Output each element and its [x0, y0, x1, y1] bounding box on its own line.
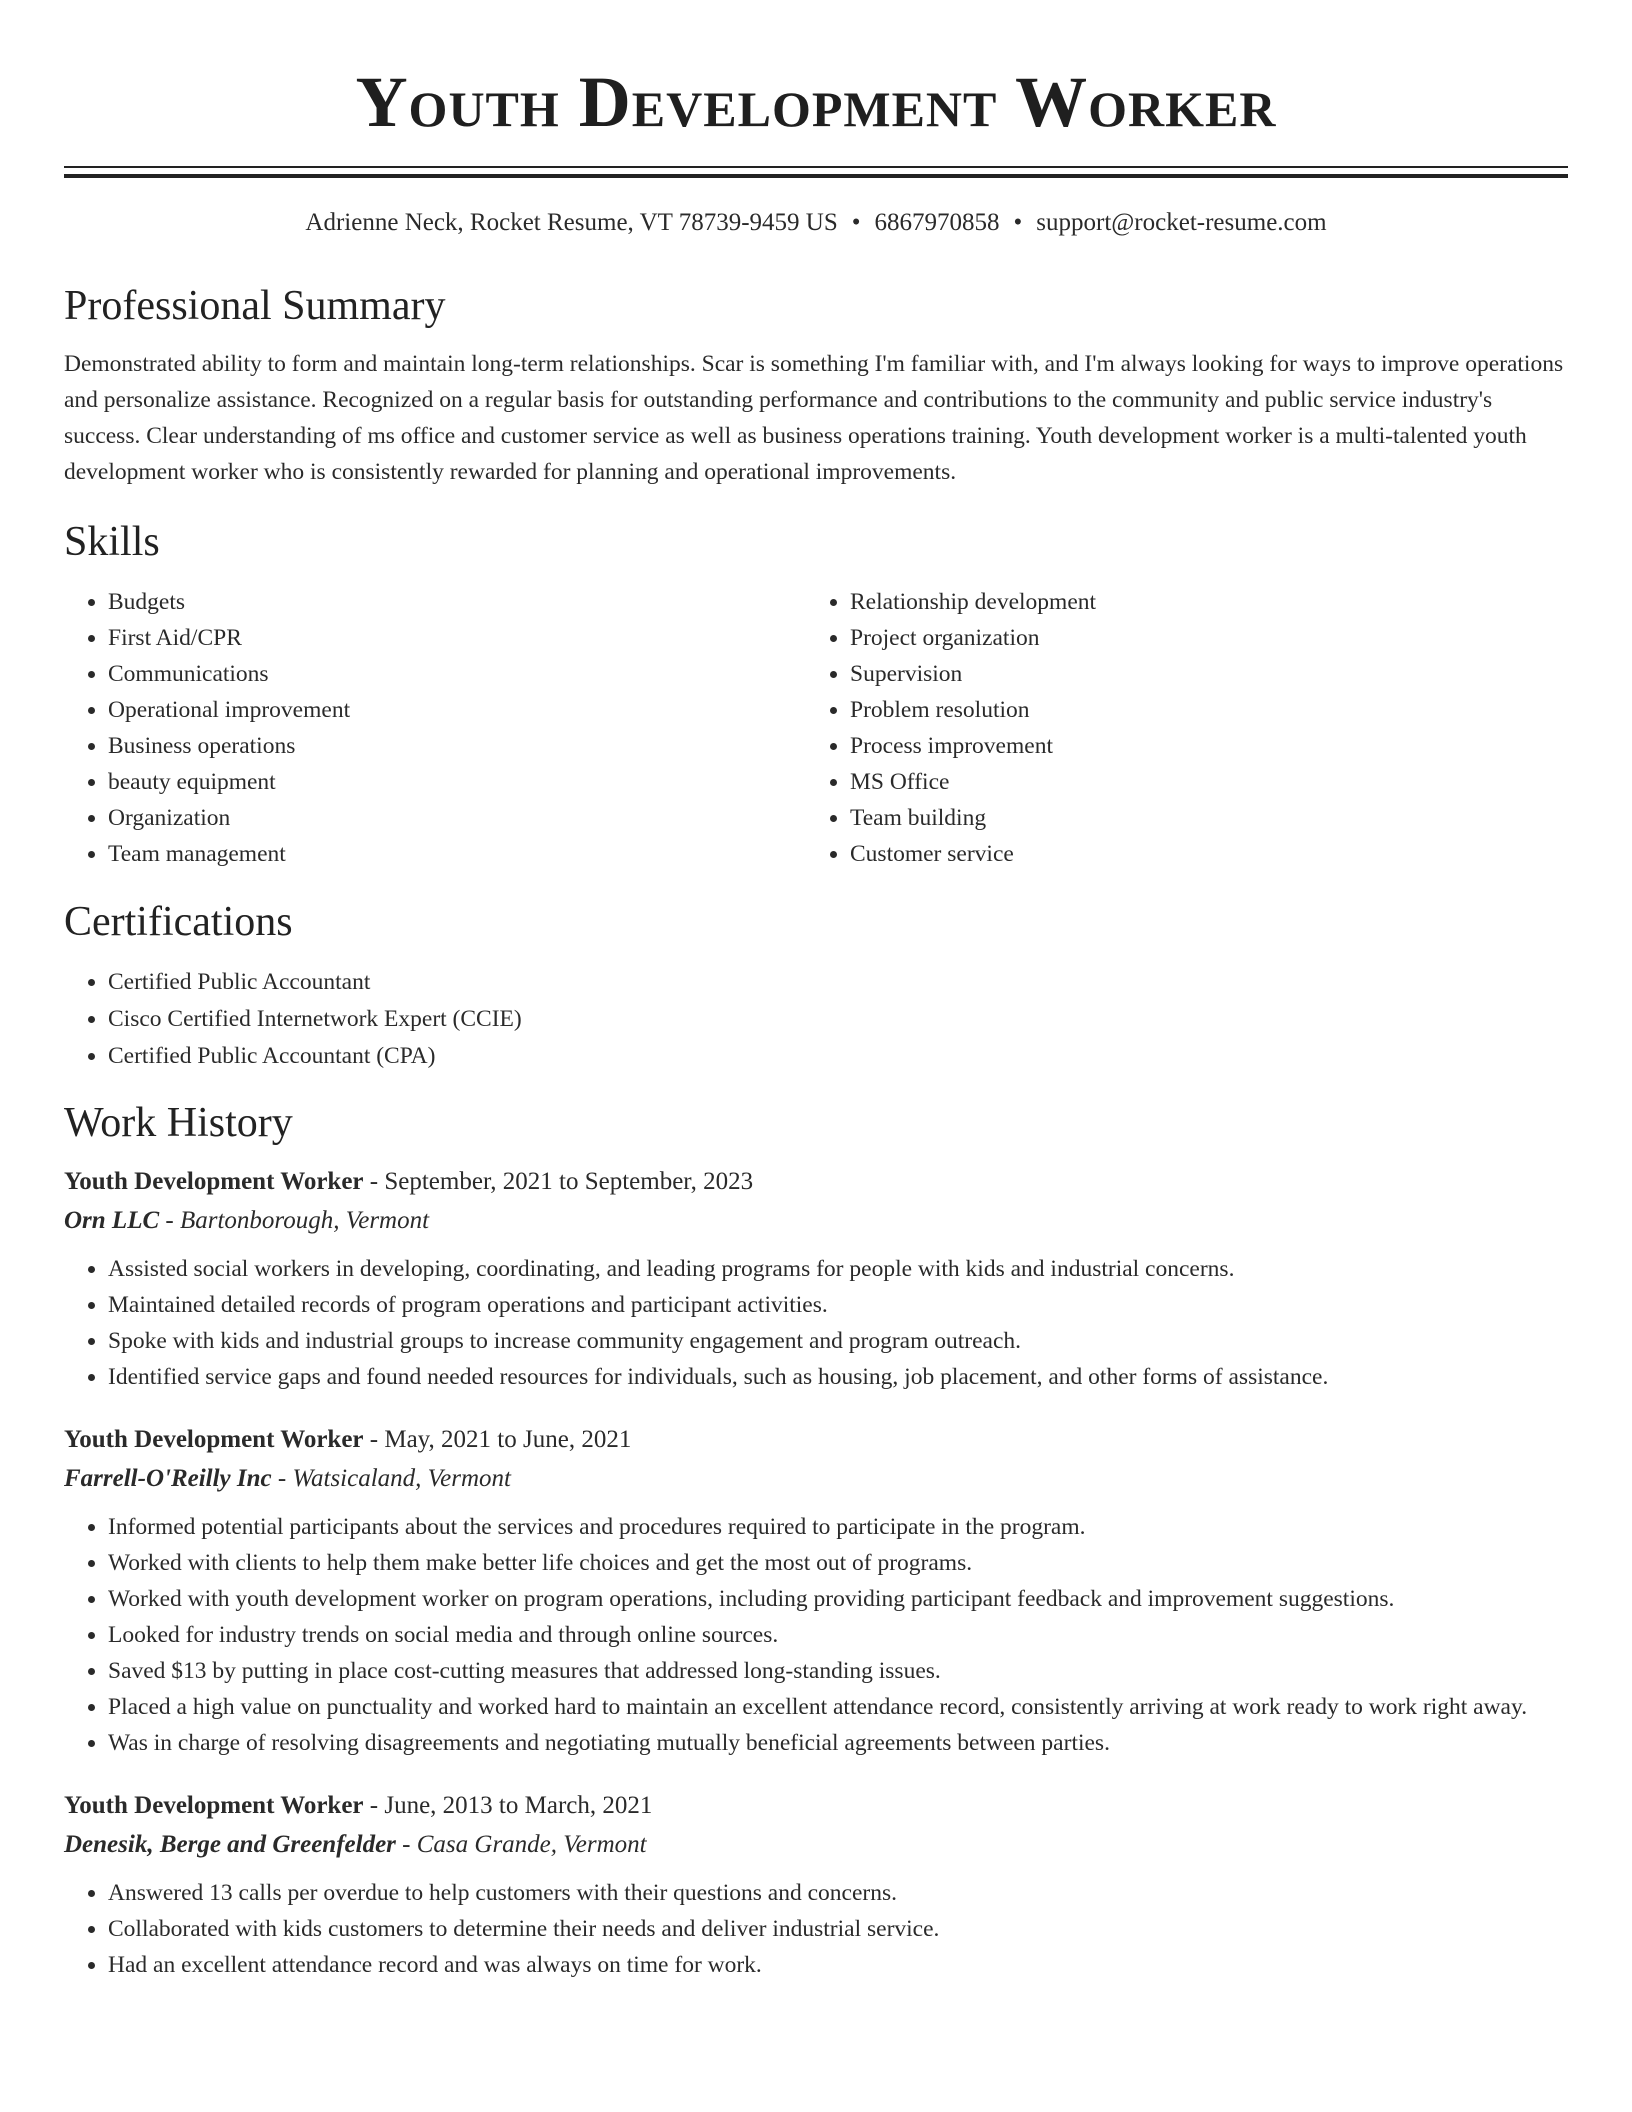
- skill-item: • Organization: [108, 800, 806, 836]
- skill-item: • Process improvement: [850, 728, 1548, 764]
- certification-item: • Cisco Certified Internetwork Expert (CCIE): [108, 1001, 1568, 1038]
- summary-section: [64, 280, 1568, 490]
- contact-separator: •: [851, 209, 861, 236]
- skill-item: • Problem resolution: [850, 692, 1548, 728]
- contact-email: support@rocket-resume.com: [1036, 209, 1327, 236]
- job-bullets: [64, 1875, 1568, 1983]
- job-bullet: • Saved $13 by putting in place cost-cutting measures that addressed long-standing issues.: [108, 1653, 1568, 1689]
- job-bullet: • Was in charge of resolving disagreements and negotiating mutually beneficial agreements between parties.: [108, 1725, 1568, 1761]
- skill-item: • Project organization: [850, 620, 1548, 656]
- job-company-line: [64, 1825, 1568, 1865]
- skill-item: • Team management: [108, 836, 806, 872]
- contact-phone: 6867970858: [874, 209, 1000, 236]
- skill-item: • Budgets: [108, 584, 806, 620]
- summary-heading: Professional Summary: [64, 283, 446, 329]
- job-entry: [64, 1421, 1568, 1761]
- certifications-heading: Certifications: [64, 899, 293, 945]
- skill-item: • Supervision: [850, 656, 1548, 692]
- job-bullet: • Worked with youth development worker on program operations, including providing participant feedback and improvement suggestions.: [108, 1581, 1568, 1617]
- job-location: - Casa Grande, Vermont: [395, 1831, 647, 1858]
- job-title-line: [64, 1163, 1568, 1201]
- skill-item: • Team building: [850, 800, 1548, 836]
- certifications-list: [64, 964, 1568, 1075]
- skill-item: • Business operations: [108, 728, 806, 764]
- job-company-line: [64, 1201, 1568, 1241]
- job-bullet: • Worked with clients to help them make better life choices and get the most out of programs.: [108, 1545, 1568, 1581]
- job-bullet: • Identified service gaps and found needed resources for individuals, such as housing, job placement, and other forms of assistance.: [108, 1359, 1568, 1395]
- job-location: - Bartonborough, Vermont: [159, 1207, 430, 1234]
- skill-item: • Relationship development: [850, 584, 1548, 620]
- job-bullet: • Placed a high value on punctuality and worked hard to maintain an excellent attendance record, consistently arriving at work ready to work right away.: [108, 1689, 1568, 1725]
- job-title-line: [64, 1421, 1568, 1459]
- summary-text: Demonstrated ability to form and maintain long-term relationships. Scar is something I'm familiar with, and I'm always looking for ways to improve operations and personalize assistance. Recognized on a regular basis for outstanding performance and contributions to the community and public service industry's success. Clear understanding of ms office and customer service as well as business operations training. Youth development worker is a multi-talented youth development worker who is consistently rewarded for planning and operational improvements.: [64, 351, 1564, 485]
- work-history-heading: Work History: [64, 1100, 293, 1146]
- job-entry: [64, 1787, 1568, 1983]
- job-role: Youth Development Worker: [64, 1792, 364, 1819]
- job-company: Denesik, Berge and Greenfelder: [64, 1831, 396, 1858]
- certifications-section: [64, 896, 1568, 1075]
- job-bullet: • Collaborated with kids customers to determine their needs and deliver industrial service.: [108, 1911, 1568, 1947]
- skills-column-left: [64, 584, 806, 872]
- job-bullet: • Looked for industry trends on social media and through online sources.: [108, 1617, 1568, 1653]
- skills-columns: [64, 584, 1568, 872]
- job-entry: [64, 1163, 1568, 1395]
- job-dates: - September, 2021 to September, 2023: [363, 1168, 754, 1195]
- resume-page: [64, 0, 1568, 1983]
- skill-item: • First Aid/CPR: [108, 620, 806, 656]
- job-bullet: • Informed potential participants about the services and procedures required to participate in the program.: [108, 1509, 1568, 1545]
- job-company: Farrell-O'Reilly Inc: [64, 1465, 272, 1492]
- contact-separator: •: [1013, 209, 1023, 236]
- certification-item: • Certified Public Accountant: [108, 964, 1568, 1001]
- resume-title: Youth Development Worker: [355, 62, 1277, 142]
- skill-item: • Customer service: [850, 836, 1548, 872]
- job-bullets: [64, 1251, 1568, 1395]
- job-bullet: • Spoke with kids and industrial groups to increase community engagement and program outreach.: [108, 1323, 1568, 1359]
- work-history-section: [64, 1097, 1568, 1983]
- job-company-line: [64, 1459, 1568, 1499]
- job-dates: - May, 2021 to June, 2021: [363, 1426, 632, 1453]
- job-bullet: • Answered 13 calls per overdue to help customers with their questions and concerns.: [108, 1875, 1568, 1911]
- skill-item: • Communications: [108, 656, 806, 692]
- skill-item: • Operational improvement: [108, 692, 806, 728]
- title-divider: [64, 166, 1568, 178]
- skills-column-right: [806, 584, 1548, 872]
- job-bullets: [64, 1509, 1568, 1761]
- job-title-line: [64, 1787, 1568, 1825]
- skill-item: • beauty equipment: [108, 764, 806, 800]
- job-bullet: • Had an excellent attendance record and was always on time for work.: [108, 1947, 1568, 1983]
- job-bullet: • Maintained detailed records of program operations and participant activities.: [108, 1287, 1568, 1323]
- job-location: - Watsicaland, Vermont: [271, 1465, 511, 1492]
- skill-item: • MS Office: [850, 764, 1548, 800]
- skills-heading: Skills: [64, 519, 160, 565]
- job-dates: - June, 2013 to March, 2021: [363, 1792, 653, 1819]
- job-bullet: • Assisted social workers in developing, coordinating, and leading programs for people with kids and industrial concerns.: [108, 1251, 1568, 1287]
- job-company: Orn LLC: [64, 1207, 160, 1234]
- certification-item: • Certified Public Accountant (CPA): [108, 1038, 1568, 1075]
- job-role: Youth Development Worker: [64, 1426, 364, 1453]
- contact-address: Adrienne Neck, Rocket Resume, VT 78739-9459 US: [305, 209, 838, 236]
- skills-section: [64, 516, 1568, 872]
- job-role: Youth Development Worker: [64, 1168, 364, 1195]
- contact-line: [64, 206, 1568, 240]
